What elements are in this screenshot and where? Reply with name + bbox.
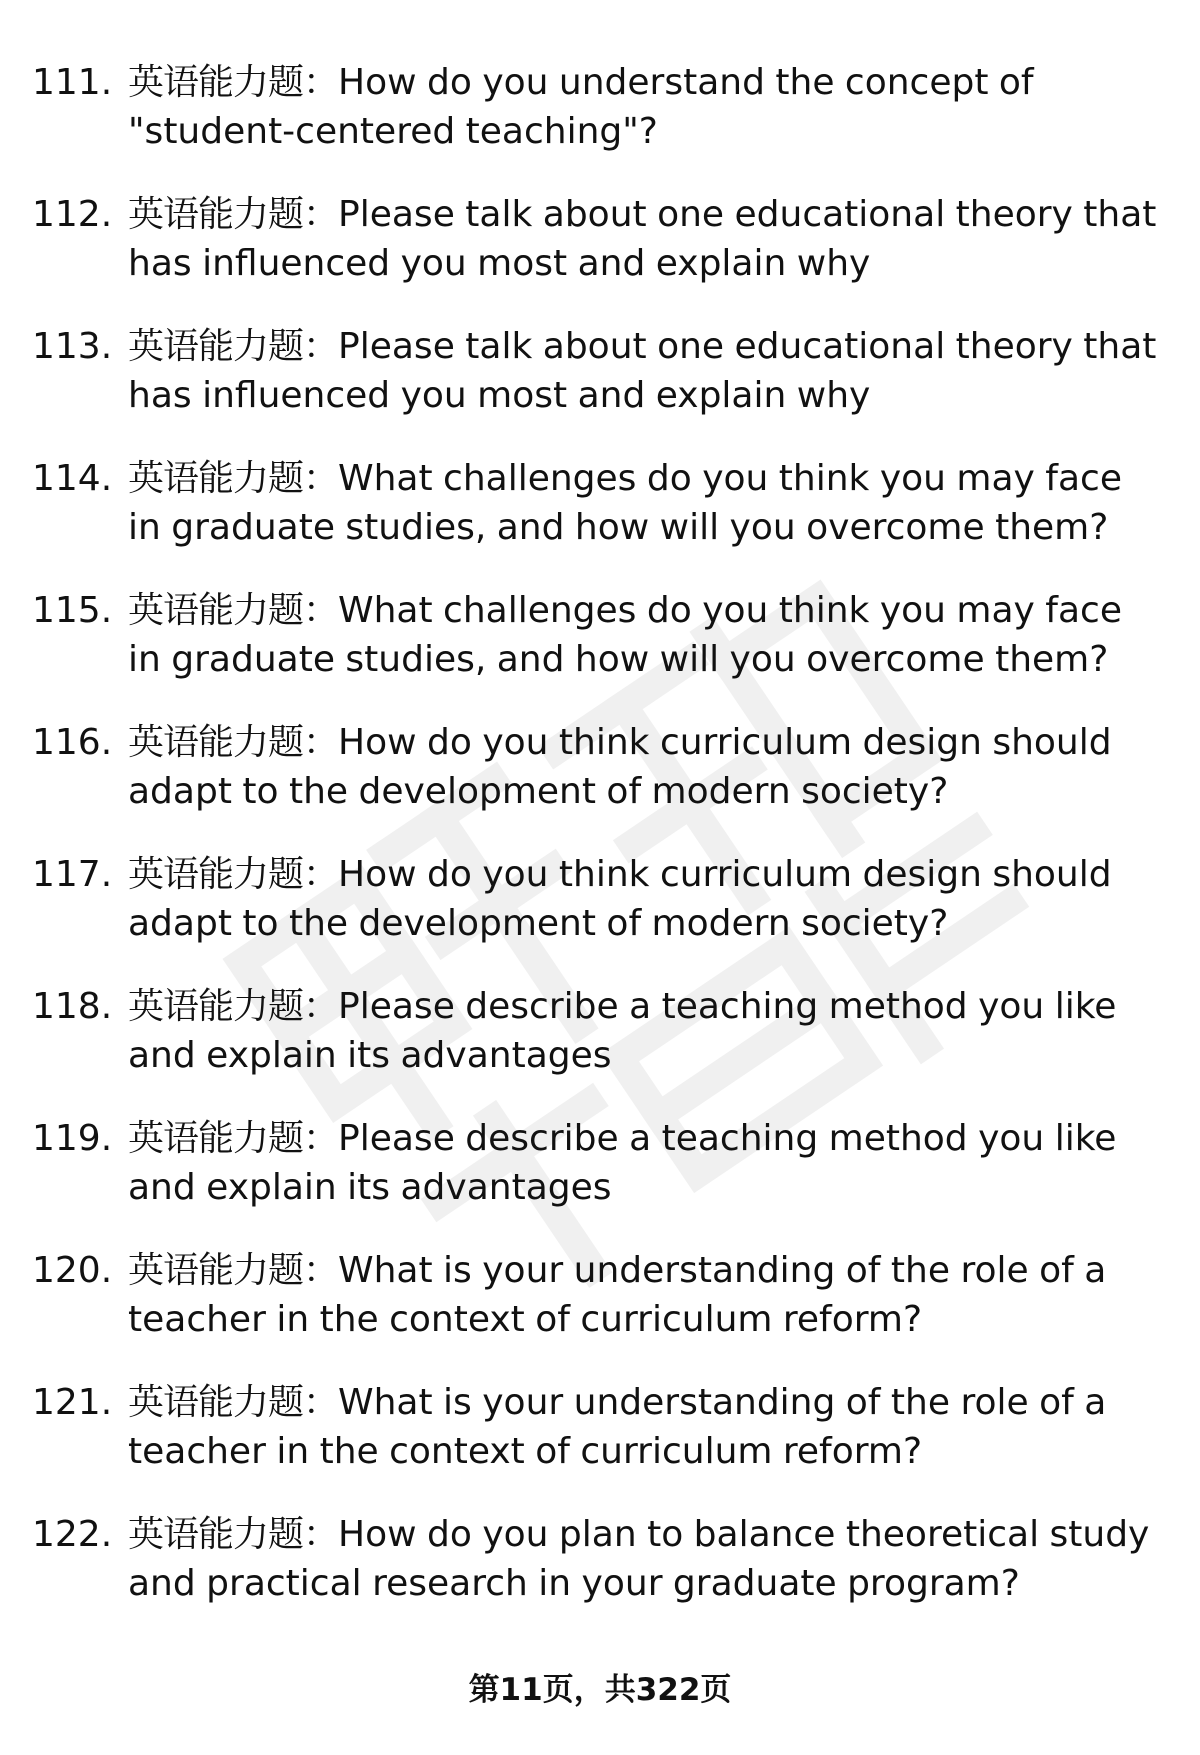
question-text: Please describe a teaching method you like and explain its advantages (128, 986, 1117, 1076)
question-prefix: 英语能力题： (128, 62, 339, 103)
question-number: 122. (32, 1514, 113, 1555)
question-body (128, 982, 1158, 1080)
question-text: How do you plan to balance theoretical study and practical research in your graduate program? (128, 1514, 1150, 1604)
question-number: 120. (32, 1250, 113, 1291)
question-prefix: 英语能力题： (128, 722, 339, 763)
question-text: How do you understand the concept of "student-centered teaching"? (128, 62, 1034, 152)
question-item (32, 454, 1172, 586)
question-body (128, 718, 1158, 816)
question-text: Please talk about one educational theory that has influenced you most and explain why (128, 326, 1157, 416)
question-item (32, 982, 1172, 1114)
question-text: How do you think curriculum design should adapt to the development of modern society? (128, 722, 1112, 812)
question-body (128, 1378, 1158, 1476)
question-text: Please describe a teaching method you like and explain its advantages (128, 1118, 1117, 1208)
question-number: 117. (32, 854, 113, 895)
question-prefix: 英语能力题： (128, 1250, 339, 1291)
question-item (32, 1510, 1172, 1642)
question-prefix: 英语能力题： (128, 854, 339, 895)
question-number: 121. (32, 1382, 113, 1423)
question-number: 119. (32, 1118, 113, 1159)
question-item (32, 1114, 1172, 1246)
question-prefix: 英语能力题： (128, 194, 339, 235)
question-number: 111. (32, 62, 113, 103)
question-item (32, 718, 1172, 850)
question-text: What is your understanding of the role of a teacher in the context of curriculum reform? (128, 1250, 1107, 1340)
question-item (32, 190, 1172, 322)
question-prefix: 英语能力题： (128, 458, 339, 499)
question-body (128, 190, 1158, 288)
question-item (32, 1378, 1172, 1510)
question-text: How do you think curriculum design should adapt to the development of modern society? (128, 854, 1112, 944)
question-body (128, 454, 1158, 552)
question-text: What challenges do you think you may face in graduate studies, and how will you overcome them? (128, 458, 1122, 548)
question-text: Please talk about one educational theory that has influenced you most and explain why (128, 194, 1157, 284)
question-item (32, 850, 1172, 982)
question-body (128, 1510, 1158, 1608)
question-prefix: 英语能力题： (128, 1514, 339, 1555)
question-prefix: 英语能力题： (128, 326, 339, 367)
question-body (128, 322, 1158, 420)
question-item (32, 586, 1172, 718)
question-prefix: 英语能力题： (128, 590, 339, 631)
question-prefix: 英语能力题： (128, 1382, 339, 1423)
question-number: 114. (32, 458, 113, 499)
question-prefix: 英语能力题： (128, 986, 339, 1027)
question-body (128, 58, 1158, 156)
question-prefix: 英语能力题： (128, 1118, 339, 1159)
question-body (128, 1114, 1158, 1212)
question-list (32, 58, 1172, 1642)
question-number: 113. (32, 326, 113, 367)
question-number: 115. (32, 590, 113, 631)
question-number: 112. (32, 194, 113, 235)
question-item (32, 58, 1172, 190)
question-body (128, 1246, 1158, 1344)
question-item (32, 322, 1172, 454)
question-number: 116. (32, 722, 113, 763)
question-body (128, 850, 1158, 948)
page-footer: 第11页，共322页 (468, 1672, 732, 1708)
question-body (128, 586, 1158, 684)
question-item (32, 1246, 1172, 1378)
question-text: What challenges do you think you may face in graduate studies, and how will you overcome them? (128, 590, 1122, 680)
question-number: 118. (32, 986, 113, 1027)
question-text: What is your understanding of the role of a teacher in the context of curriculum reform? (128, 1382, 1107, 1472)
